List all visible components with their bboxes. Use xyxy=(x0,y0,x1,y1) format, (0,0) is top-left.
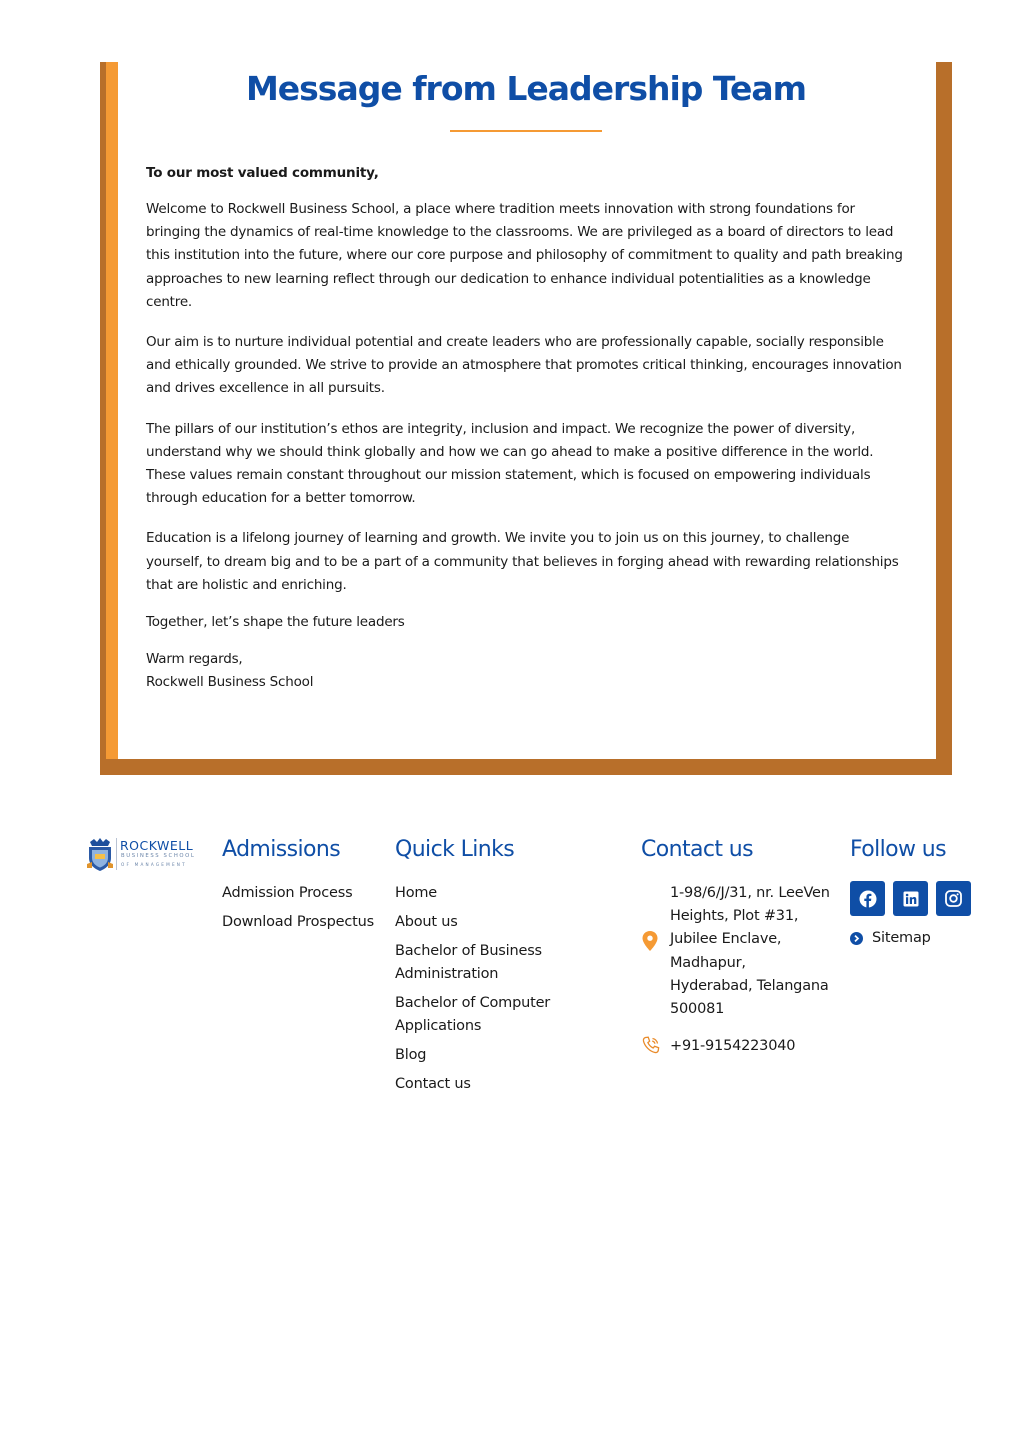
footer-link-about-us[interactable]: About us xyxy=(395,914,458,930)
leadership-message-section xyxy=(100,62,952,775)
instagram-icon xyxy=(945,890,962,907)
sitemap-label[interactable]: Sitemap xyxy=(872,930,931,946)
follow-column xyxy=(850,835,990,946)
facebook-button[interactable] xyxy=(850,881,885,916)
linkedin-icon xyxy=(903,891,919,907)
message-paragraph: Our aim is to nurture individual potential and create leaders who are professionally capable, socially responsible and ethically grounded. We strive to provide an atmosphere that promotes critical thinking, encourages innovation and drives excellence in all pursuits. xyxy=(146,334,902,397)
footer-link-bca[interactable]: Bachelor of Computer Applications xyxy=(395,995,551,1034)
phone-number[interactable]: +91-9154223040 xyxy=(670,1038,796,1055)
school-logo[interactable] xyxy=(86,838,198,872)
logo-divider xyxy=(116,838,117,870)
message-paragraph: The pillars of our institution’s ethos are integrity, inclusion and impact. We recognize the power of diversity, understand why we should think globally and how we can go ahead to make a positive difference in the world. These values remain constant throughout our mission statement, which is focused on empowering individuals through education for a better tomorrow. xyxy=(146,420,874,507)
crest-icon xyxy=(86,838,114,872)
contact-heading: Contact us xyxy=(641,837,753,862)
phone-row[interactable] xyxy=(641,1035,831,1059)
chevron-circle-right-icon xyxy=(850,932,863,945)
social-links xyxy=(850,881,990,916)
footer-link-bba[interactable]: Bachelor of Business Administration xyxy=(395,943,542,982)
logo-name: ROCKWELL xyxy=(120,838,194,853)
footer-link-download-prospectus[interactable]: Download Prospectus xyxy=(222,914,374,930)
instagram-button[interactable] xyxy=(936,881,971,916)
footer-link-blog[interactable]: Blog xyxy=(395,1047,427,1063)
logo-subtitle: BUSINESS SCHOOL xyxy=(121,853,196,859)
signature-text: Rockwell Business School xyxy=(146,674,314,691)
facebook-icon xyxy=(859,890,877,908)
logo-subtitle-2: OF MANAGEMENT xyxy=(121,862,187,867)
location-pin-icon xyxy=(641,930,659,952)
message-paragraph: Welcome to Rockwell Business School, a place where tradition meets innovation with strong foundations for bringing the dynamics of real-time knowledge to the classrooms. We are privileged as a board of directors to lead this institution into the future, where our core purpose and philosophy of commitment to quality and path breaking approaches to new learning reflect through our dedication to enhance individual potentialities as a knowledge centre. xyxy=(146,201,903,310)
salutation: To our most valued community, xyxy=(146,165,379,181)
address-text: 1-98/6/J/31, nr. LeeVen Heights, Plot #31, Jubilee Enclave, Madhapur, Hyderabad, Telangana 500081 xyxy=(670,885,830,1018)
title-underline xyxy=(450,130,602,132)
message-paragraph: Education is a lifelong journey of learning and growth. We invite you to join us on this journey, to challenge yourself, to dream big and to be a part of a community that believes in forging ahead with rewarding relationships that are holistic and enriching. xyxy=(146,530,899,593)
message-paragraph: Together, let’s shape the future leaders xyxy=(146,614,405,631)
admissions-column xyxy=(222,835,382,940)
footer-link-home[interactable]: Home xyxy=(395,885,438,901)
footer-link-contact-us[interactable]: Contact us xyxy=(395,1076,471,1092)
page-title: Message from Leadership Team xyxy=(245,69,807,108)
closing-text: Warm regards, xyxy=(146,651,243,668)
address-row xyxy=(641,882,831,1021)
contact-column xyxy=(641,835,831,1059)
quick-links-column xyxy=(395,835,595,1102)
follow-heading: Follow us xyxy=(850,837,947,862)
site-footer xyxy=(0,830,1024,1130)
message-card xyxy=(118,62,936,759)
footer-link-admission-process[interactable]: Admission Process xyxy=(222,885,353,901)
linkedin-button[interactable] xyxy=(893,881,928,916)
quick-links-heading: Quick Links xyxy=(395,837,515,862)
sitemap-link[interactable] xyxy=(850,930,990,946)
sign-off xyxy=(146,648,906,694)
phone-icon xyxy=(641,1035,661,1055)
admissions-heading: Admissions xyxy=(222,837,341,862)
